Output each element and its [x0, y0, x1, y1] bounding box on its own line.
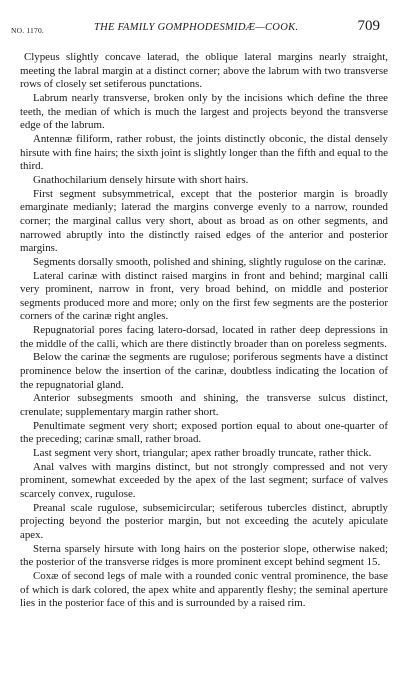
paragraph-first-segment: First segment subsymmetrical, except that the posterior margin is broadly emarginate medianly; laterad the margins converge evenly to a narrow, rounded corner; the marginal callus very short, about as broad as on other segments, and narrowed abruptly into the distinctly raised edges of the anterior and posterior margins.: [20, 187, 388, 255]
paragraph-repugnatorial-pores: Repugnatorial pores facing latero-dorsad, located in rather deep depressions in the middle of the calli, which are there distinctly broader than on poreless segments.: [20, 324, 388, 350]
paragraph-clypeus: Clypeus slightly concave laterad, the oblique lateral margins nearly straight, meeting the labral margin at a distinct corner; above the labrum with two transverse rows of closely set setiferous punctations.: [20, 51, 388, 91]
running-title: THE FAMILY GOMPHODESMIDÆ—COOK.: [94, 22, 299, 33]
paragraph-sterna: Sterna sparsely hirsute with long hairs on the posterior slope, otherwise naked; the posterior of the transverse ridges is more prominent except behind segment 15.: [20, 542, 388, 569]
paragraph-below-carinae: Below the carinæ the segments are rugulose; poriferous segments have a distinct prominence below the insertion of the carinæ, doubtless indicating the location of the repugnatorial gland.: [20, 351, 388, 391]
paragraph-antennae: Antennæ filiform, rather robust, the joints distinctly obconic, the distal densely hirsute with fine hairs; the sixth joint is slightly longer than the fifth and equal to the third.: [20, 132, 388, 173]
running-head: [0, 17, 410, 37]
paragraph-coxae: Coxæ of second legs of male with a rounded conic ventral prominence, the base of which is dark colored, the apex white and apparently fleshy; the seminal aperture lies in the posterior face of this and is surrounded by a raised rim.: [20, 569, 388, 610]
paragraph-segments: Segments dorsally smooth, polished and shining, slightly rugulose on the carinæ.: [33, 255, 387, 268]
paragraph-labrum: Labrum nearly transverse, broken only by the incisions which define the three teeth, the median of which is much the largest and projects beyond the transverse edge of the labrum.: [20, 91, 388, 132]
paragraph-anterior-subsegments: Anterior subsegments smooth and shining, the transverse sulcus distinct, crenulate; supplementary margin rather short.: [20, 392, 388, 419]
page-number: 709: [357, 18, 380, 34]
issue-number: NO. 1170.: [11, 26, 44, 35]
paragraph-gnathochilarium: Gnathochilarium densely hirsute with short hairs.: [33, 173, 249, 186]
paragraph-lateral-carinae: Lateral carinæ with distinct raised margins in front and behind; marginal calli very prominent, narrow in front, very broad behind, on middle and posterior segments produced more and more; only on the first few segments are the posterior corners of the carinæ right angles.: [20, 269, 388, 323]
paragraph-preanal-scale: Preanal scale rugulose, subsemicircular; setiferous tubercles distinct, abruptly projecting beyond the posterior margin, but not exceeding the acutely apiculate apex.: [20, 501, 388, 541]
body-text: [20, 51, 388, 611]
paragraph-penultimate-segment: Penultimate segment very short; exposed portion equal to about one-quarter of the preceding; carinæ small, rather broad.: [20, 419, 388, 446]
paragraph-last-segment: Last segment very short, triangular; apex rather broadly truncate, rather thick.: [33, 447, 372, 460]
paragraph-anal-valves: Anal valves with margins distinct, but not strongly compressed and not very prominent, somewhat exceeded by the apex of the last segment; surface of valves scarcely convex, rugulose.: [20, 460, 388, 500]
